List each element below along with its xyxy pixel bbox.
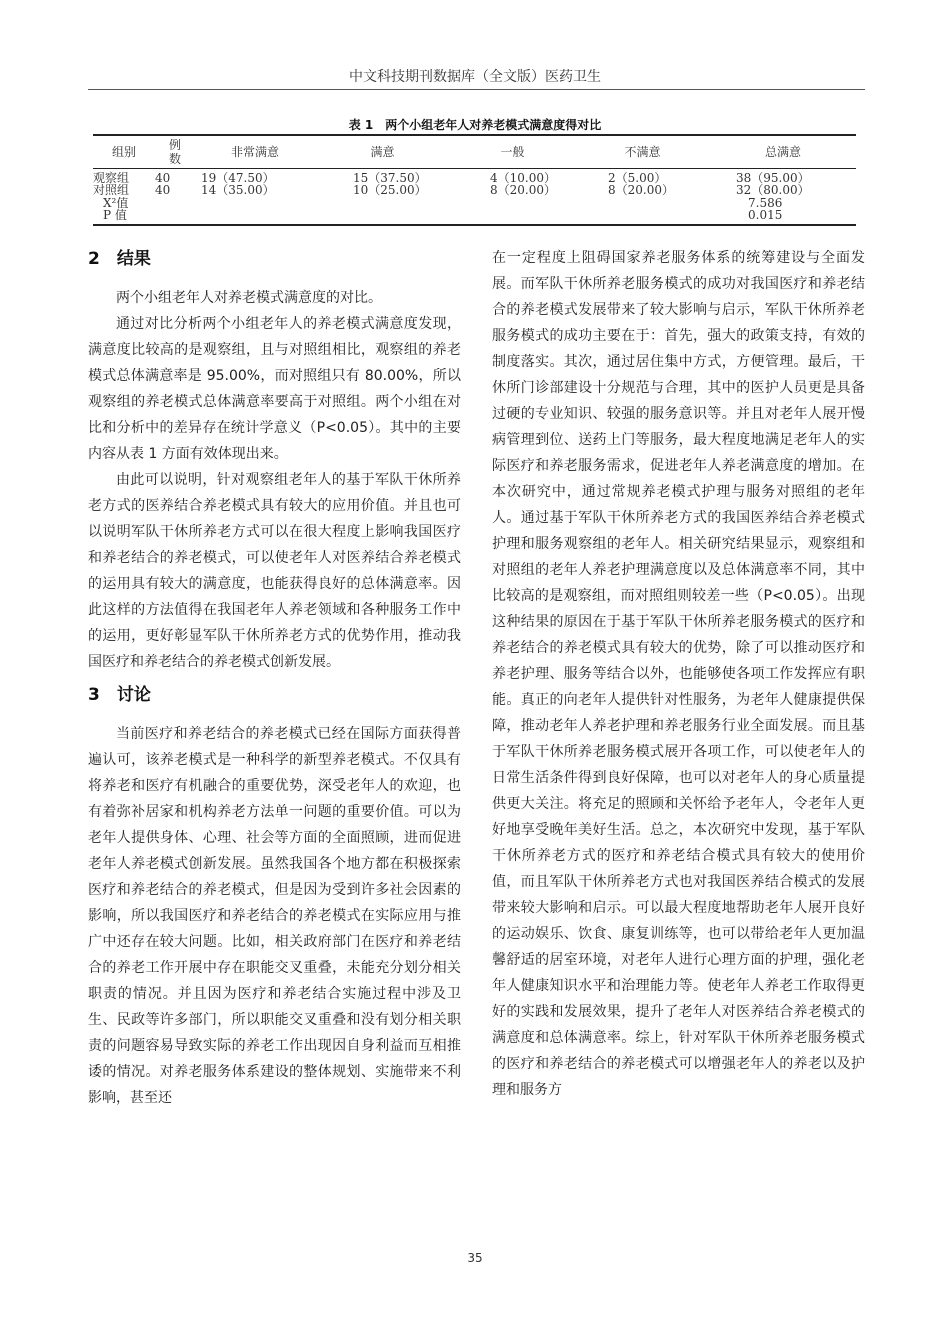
paragraph: 通过对比分析两个小组老年人的养老模式满意度发现，满意度比较高的是观察组，且与对照组相比，观察组的养老模式总体满意率是 95.00%，而对照组只有 80.00%，所以观察组的养老模式总体满意率要高于对照组。两个小组在对比和分析中的差异存在统计学意义（P<0.05）。其中的主要内容从表 1 方面有效体现出来。 — [88, 316, 461, 462]
table-row — [93, 209, 856, 224]
table-cell — [315, 209, 450, 224]
table-cell — [450, 209, 575, 224]
table-cell — [575, 197, 710, 209]
table-cell — [195, 209, 315, 224]
table-cell: 38（95.00） — [736, 171, 810, 185]
table-cell: 14（35.00） — [201, 183, 275, 198]
table-cell — [575, 209, 710, 224]
header-cell: 满意 — [315, 135, 450, 169]
table-cell: 对照组 — [93, 183, 130, 198]
table-cell — [450, 197, 575, 209]
left-column — [88, 245, 461, 1111]
header-cell: 组别 — [93, 135, 155, 169]
table-row — [93, 184, 856, 196]
page-number: 35 — [467, 1251, 483, 1265]
table-cell — [195, 197, 315, 209]
section-heading-discussion: 3 讨论 — [88, 685, 151, 705]
table-cell: 32（80.00） — [736, 183, 810, 198]
header-cell: 一般 — [450, 135, 575, 169]
table-cell: 2（5.00） — [608, 171, 667, 185]
table-cell: 8（20.00） — [490, 183, 556, 198]
right-column — [492, 245, 865, 1103]
table-caption: 表 1 两个小组老年人对养老模式满意度得对比 — [348, 118, 602, 132]
table-cell — [315, 197, 450, 209]
paragraph: 在一定程度上阻碍国家养老服务体系的统筹建设与全面发展。而军队干休所养老服务模式的成功对我国医疗和养老结合的养老模式发展带来了较大影响与启示，军队干休所养老服务模式的成功主要在于：首先，强大的政策支持，有效的制度落实。其次，通过居住集中方式，方便管理。最后，干休所门诊部建设十分规范与合理，其中的医护人员更是具备过硬的专业知识、较强的服务意识等。并且对老年人展开慢病管理到位、送药上门等服务，最大程度地满足老年人的实际医疗和养老服务需求，促进老年人养老满意度的增加。在本次研究中，通过常规养老模式护理与服务对照组的老年人。通过基于军队干休所养老方式的我国医养结合养老模式护理和服务观察组的老年人。相关研究结果显示，观察组和对照组的老年人养老护理满意度以及总体满意率不同，其中比较高的是观察组，而对照组则较差一些（P<0.05）。出现这种结果的原因在于基于军队干休所养老服务模式的医疗和养老结合的养老模式具有较大的优势，除了可以推动医疗和养老护理、服务等结合以外，也能够使各项工作发挥应有职能。真正的向老年人提供针对性服务，为老年人健康提供保障，推动老年人养老护理和养老服务行业全面发展。而且基于军队干休所养老服务模式展开各项工作，可以使老年人的日常生活条件得到良好保障，也可以对老年人的身心质量提供更大关注。将充足的照顾和关怀给予老年人，令老年人更好地享受晚年美好生活。总之，本次研究中发现，基于军队干休所养老方式的医疗和养老结合模式具有较大的使用价值，而且军队干休所养老方式也对我国医养结合模式的发展带来较大影响和启示。可以最大程度地帮助老年人展开良好的运动娱乐、饮食、康复训练等，也可以带给老年人更加温馨舒适的居室环境，对老年人进行心理方面的护理，强化老年人健康知识水平和治理能力等。使老年人养老工作取得更好的实践和发展效果，提升了老年人对医养结合养老模式的满意度和总体满意率。综上，针对军队干休所养老服务模式的医疗和养老结合的养老模式可以增强老年人的养老以及护理和服务方 — [492, 250, 865, 1098]
table-cell: 观察组 — [93, 171, 130, 185]
header-cell: 非常满意 — [195, 135, 315, 169]
table-cell: X²值 — [103, 195, 129, 210]
table-cell — [155, 197, 195, 209]
table-row — [93, 169, 856, 185]
table-cell: 40 — [155, 183, 171, 198]
section-heading-results: 2 结果 — [88, 249, 151, 269]
table-cell: 19（47.50） — [201, 171, 275, 185]
table-cell: 40 — [155, 171, 171, 185]
header-cell: 例 数 — [155, 135, 195, 169]
table-cell — [155, 209, 195, 224]
table-header-row — [93, 135, 856, 169]
paragraph: 由此可以说明，针对观察组老年人的基于军队干休所养老方式的医养结合养老模式具有较大的应用价值。并且也可以说明军队干休所养老方式可以在很大程度上影响我国医疗和养老结合的养老模式，可以使老年人对医养结合养老模式的运用具有较大的满意度，也能获得良好的总体满意率。因此这样的方法值得在我国老年人养老领域和各种服务工作中的运用，更好彰显军队干休所养老方式的优势作用，推动我国医疗和养老结合的养老模式创新发展。 — [88, 472, 461, 670]
table-row — [93, 197, 856, 209]
header-cell: 不满意 — [575, 135, 710, 169]
table-cell: 10（25.00） — [353, 183, 427, 198]
paragraph: 当前医疗和养老结合的养老模式已经在国际方面获得普遍认可，该养老模式是一种科学的新型养老模式。不仅具有将养老和医疗有机融合的重要优势，深受老年人的欢迎，也有着弥补居家和机构养老方法单一问题的重要价值。可以为老年人提供身体、心理、社会等方面的全面照顾，进而促进老年人养老模式创新发展。虽然我国各个地方都在积极探索医疗和养老结合的养老模式，但是因为受到许多社会因素的影响，所以我国医疗和养老结合的养老模式在实际应用与推广中还存在较大问题。比如，相关政府部门在医疗和养老结合的养老工作开展中存在职能交叉重叠，未能充分划分相关职责的情况。并且因为医疗和养老结合实施过程中涉及卫生、民政等许多部门，所以职能交叉重叠和没有划分相关职责的问题容易导致实际的养老工作出现因自身利益而互相推诿的情况。对养老服务体系建设的整体规划、实施带来不利影响，甚至还 — [88, 726, 461, 1106]
paragraph: 两个小组老年人对养老模式满意度的对比。 — [116, 290, 382, 306]
header-cell: 总满意 — [710, 135, 856, 169]
table-cell: P 值 — [93, 209, 155, 224]
table-cell: 4（10.00） — [490, 171, 556, 185]
satisfaction-table — [93, 134, 856, 226]
running-header: 中文科技期刊数据库（全文版）医药卫生 — [349, 69, 601, 85]
table-cell: 8（20.00） — [608, 183, 674, 198]
table-cell: 7.586 — [748, 195, 783, 210]
header-rule — [88, 89, 865, 90]
table-cell: 15（37.50） — [353, 171, 427, 185]
table-cell: 0.015 — [710, 209, 856, 224]
